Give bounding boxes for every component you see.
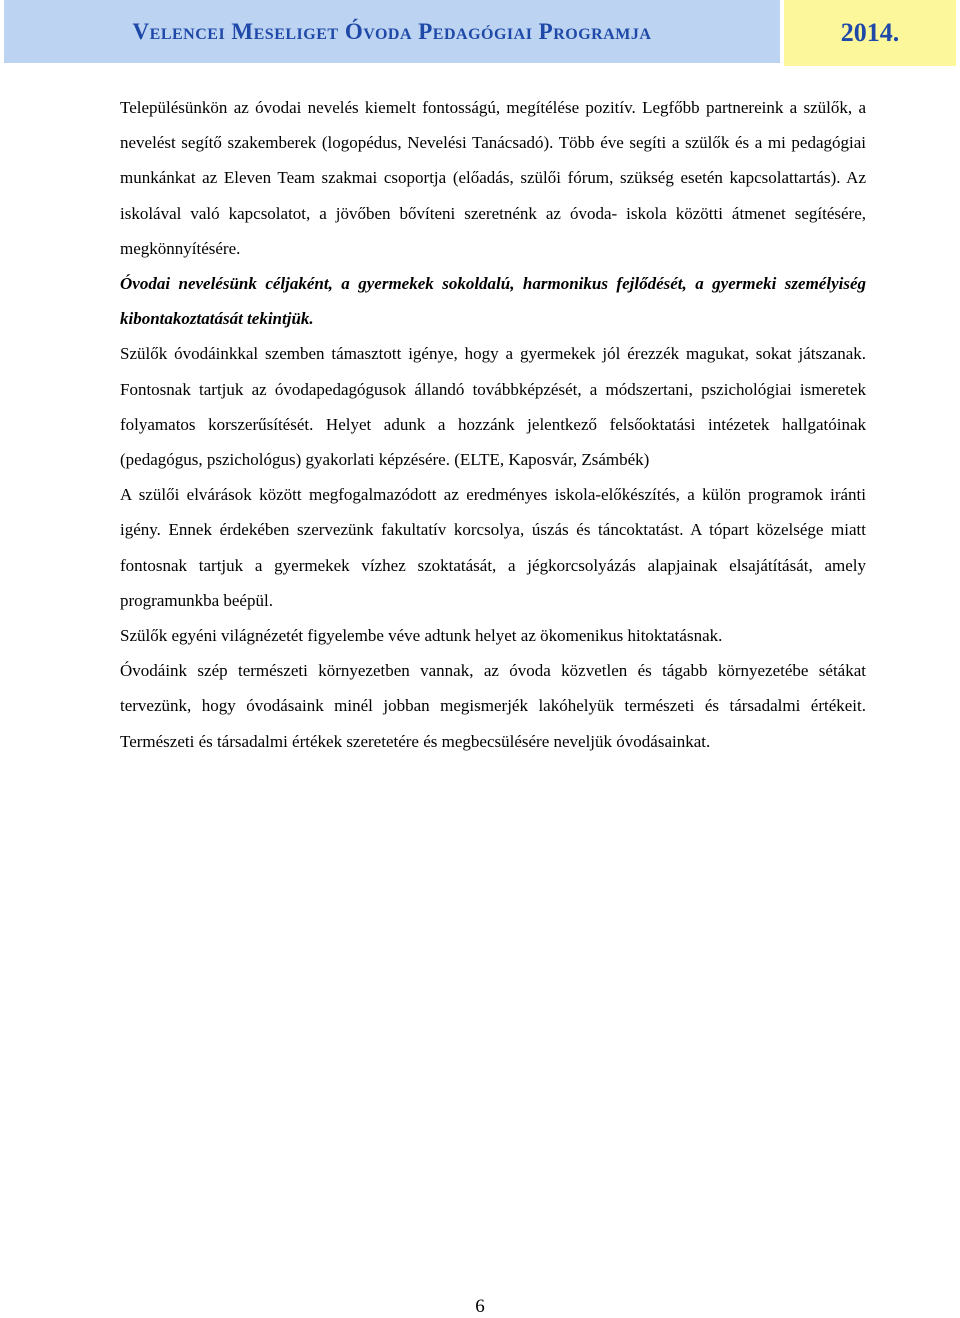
paragraph-goal: Óvodai nevelésünk céljaként, a gyermekek sokoldalú, harmonikus fejlődését, a gyermeki személyiség kibontakoztatását tekintjük. [120,274,866,329]
paragraph-environment: Óvodáink szép természeti környezetben vannak, az óvoda közvetlen és tágabb környezetébe sétákat tervezünk, hogy óvodásaink minél jobban megismerjék lakóhelyük természeti és társadalmi értékeit. Természeti és társadalmi értékek szeretetére és megbecsülésére neveljük óvodásainkat. [120,661,866,751]
document-body [120,90,866,759]
header-year-box [784,0,956,66]
document-title: Velencei Meseliget Óvoda Pedagógiai Programja [132,18,652,44]
header-title-box [4,0,780,66]
document-year: 2014. [840,18,900,47]
page-number: 6 [475,1296,485,1317]
page-header [4,0,956,66]
paragraph-programs: A szülői elvárások között megfogalmazódott az eredményes iskola-előkészítés, a külön programok iránti igény. Ennek érdekében szervezünk fakultatív korcsolya, úszás és táncoktatást. A tópart közelsége miatt fontosnak tartjuk a gyermekek vízhez szoktatását, a jégkorcsolyázás alapjainak elsajátítását, amely programunkba beépül. [120,485,866,610]
paragraph-parent-expectations: Szülők óvodáinkkal szemben támasztott igénye, hogy a gyermekek jól érezzék magukat, sokat játszanak. Fontosnak tartjuk az óvodapedagógusok állandó továbbképzését, a módszertani, pszichológiai ismeretek folyamatos korszerűsítését. Helyet adunk a hozzánk jelentkező felsőoktatási intézetek hallgatóinak (pedagógus, pszichológus) gyakorlati képzésére. (ELTE, Kaposvár, Zsámbék) [120,344,866,470]
paragraph-religion: Szülők egyéni világnézetét figyelembe véve adtunk helyet az ökomenikus hitoktatásnak. [120,626,723,646]
paragraph-partners: Településünkön az óvodai nevelés kiemelt fontosságú, megítélése pozitív. Legfőbb partnereink a szülők, a nevelést segítő szakemberek (logopédus, Nevelési Tanácsadó). Több éve segíti a szülők és a mi pedagógiai munkánkat az Eleven Team szakmai csoportja (előadás, szülői fórum, szükség esetén kapcsolattartás). Az iskolával való kapcsolatot, a jövőben bővíteni szeretnénk az óvoda- iskola közötti átmenet segítésére, megkönnyítésére. [120,98,866,258]
